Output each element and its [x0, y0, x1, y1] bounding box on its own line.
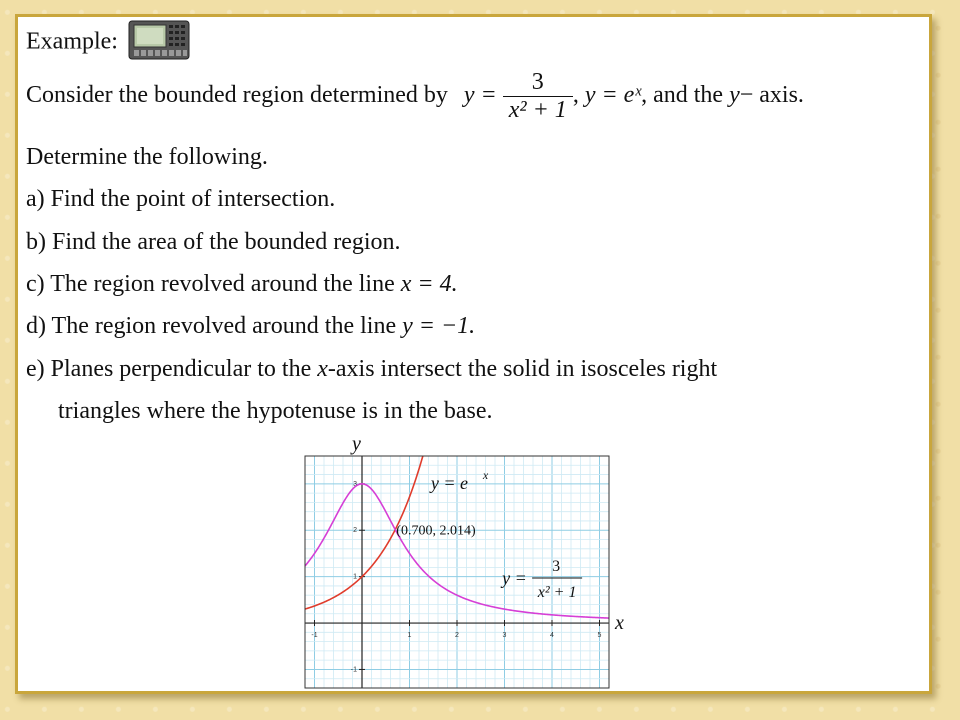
part-d-equation: y = −1. [402, 313, 476, 339]
part-e-text-post: -axis intersect the solid in isosceles right [327, 356, 718, 382]
part-c [26, 271, 458, 298]
eq2: y = eˣ [584, 82, 642, 109]
problem-tail-y: y [729, 82, 740, 109]
instructions: Determine the following. [26, 144, 268, 170]
part-c-equation: x = 4. [400, 271, 458, 297]
problem-tail-post: − axis. [739, 82, 804, 109]
part-e-x: x [317, 356, 328, 382]
x-tick-label: 4 [550, 632, 554, 640]
x-tick-label: 5 [597, 632, 602, 640]
part-b: b) Find the area of the bounded region. [26, 229, 401, 255]
part-e-text-pre: e) Planes perpendicular to the [26, 356, 312, 382]
exp-curve-label: y = e [430, 472, 468, 493]
exp-curve-label-sup: x [482, 467, 489, 482]
rational-label-lhs: y = [502, 567, 527, 588]
eq1-fraction [503, 69, 573, 124]
example-card [15, 14, 932, 694]
calculator-icon[interactable] [128, 20, 190, 60]
eq1-denominator: x² + 1 [508, 97, 567, 123]
example-label: Example: [26, 28, 118, 55]
eq1-lhs: y = [463, 82, 497, 109]
part-a: a) Find the point of intersection. [26, 186, 336, 212]
problem-tail-pre: , and the [641, 82, 724, 109]
x-axis-label: x [615, 612, 624, 635]
example-header [26, 23, 190, 63]
x-tick-label: -1 [311, 632, 318, 640]
plot-top-mask [288, 437, 658, 456]
eq1-numerator: 3 [503, 69, 573, 97]
x-tick-label: 2 [455, 632, 459, 640]
y-axis-label: y [352, 437, 361, 455]
rational-label-denominator: x² + 1 [537, 583, 577, 601]
x-tick-label: 1 [407, 632, 412, 640]
function-plot [288, 437, 658, 695]
y-tick-label: 3 [353, 480, 357, 488]
intersection-label: (0.700, 2.014) [396, 523, 476, 539]
y-tick-label: -1 [350, 666, 357, 674]
part-d [26, 313, 475, 340]
part-c-text: c) The region revolved around the line [26, 271, 395, 297]
part-d-text: d) The region revolved around the line [26, 313, 397, 339]
problem-intro: Consider the bounded region determined by [26, 82, 448, 109]
y-tick-label: 2 [353, 527, 357, 535]
eq-separator: , [572, 82, 579, 109]
graph [288, 437, 658, 695]
x-tick-label: 3 [502, 632, 507, 640]
problem-statement [26, 69, 804, 124]
part-e-continuation: triangles where the hypotenuse is in the base. [58, 398, 493, 424]
rational-label-numerator: 3 [552, 557, 561, 575]
part-e [26, 356, 717, 383]
y-tick-label: 1 [353, 573, 357, 581]
